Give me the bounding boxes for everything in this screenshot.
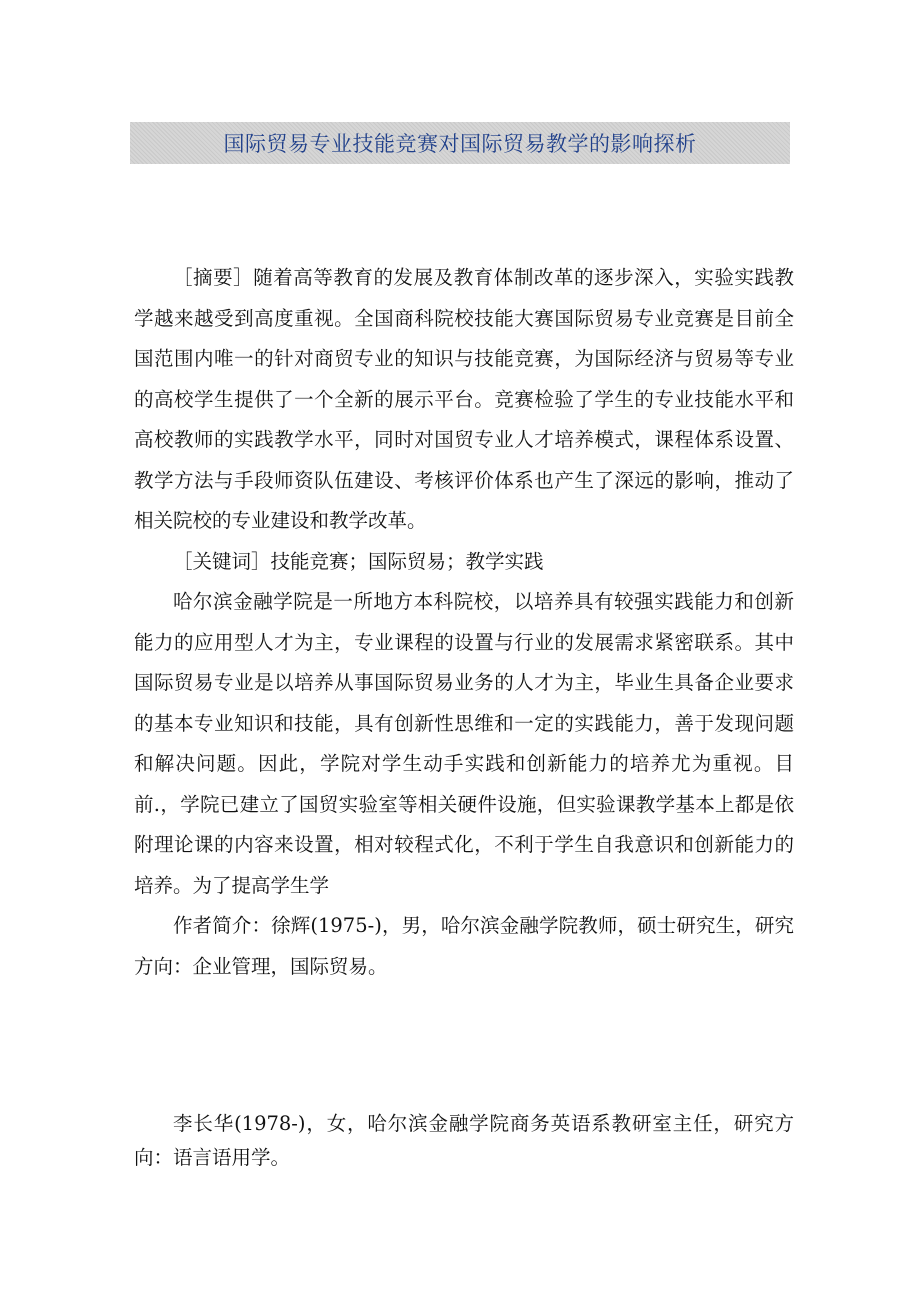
title-banner <box>130 122 790 164</box>
keywords-paragraph: ［关键词］技能竞赛；国际贸易；教学实践 <box>173 549 544 573</box>
document-title: 国际贸易专业技能竞赛对国际贸易教学的影响探析 <box>223 132 697 156</box>
intro-paragraph: 哈尔滨金融学院是一所地方本科院校，以培养具有较强实践能力和创新能力的应用型人才为主，专业课程的设置与行业的发展需求紧密联系。其中国际贸易专业是以培养从事国际贸易业务的人才为主，毕业生具备企业要求的基本专业知识和技能，具有创新性思维和一定的实践能力，善于发现问题和解决问题。因此，学院对学生动手实践和创新能力的培养尤为重视。目前.，学院已建立了国贸实验室等相关硬件设施，但实验课教学基本上都是依附理论课的内容来设置，相对较程式化，不利于学生自我意识和创新能力的培养。为了提高学生学 <box>134 590 794 897</box>
abstract-paragraph: ［摘要］随着高等教育的发展及教育体制改革的逐步深入，实验实践教学越来越受到高度重视。全国商科院校技能大赛国际贸易专业竞赛是目前全国范围内唯一的针对商贸专业的知识与技能竞赛，为国际经济与贸易等专业的高校学生提供了一个全新的展示平台。竞赛检验了学生的专业技能水平和高校教师的实践教学水平，同时对国贸专业人才培养模式，课程体系设置、教学方法与手段师资队伍建设、考核评价体系也产生了深远的影响，推动了相关院校的专业建设和教学改革。 <box>134 266 794 532</box>
document-body <box>134 258 794 987</box>
second-author-text: 李长华(1978-)，女，哈尔滨金融学院商务英语系教研室主任，研究方向：语言语用学。 <box>134 1112 794 1169</box>
author-bio-paragraph: 作者简介：徐辉(1975-)，男，哈尔滨金融学院教师，硕士研究生，研究方向：企业管理，国际贸易。 <box>134 914 794 978</box>
second-author-note <box>134 1107 794 1175</box>
